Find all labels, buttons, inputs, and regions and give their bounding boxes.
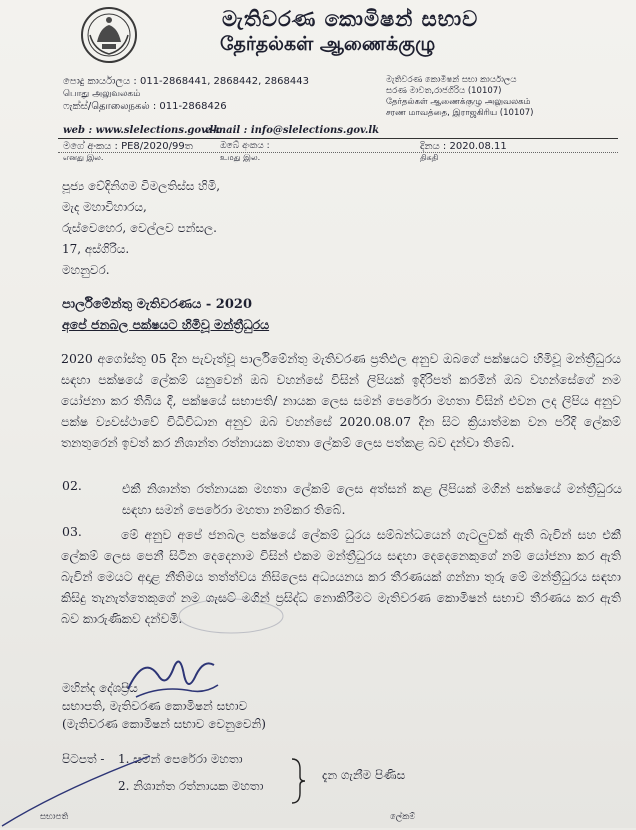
email-link[interactable]: e-mail : info@slelections.gov.lk xyxy=(205,125,380,136)
copy-recipient-2: 2. නිශාන්ත රත්නායක මහතා xyxy=(118,779,264,793)
official-stamp xyxy=(176,596,286,636)
your-reference: ඔබේ අංකය : xyxy=(220,141,270,151)
signatory-name: මහින්ද දේශප්‍රිය xyxy=(62,681,138,695)
copy-recipient-1: 1. සමන් පෙරේරා මහතා xyxy=(118,752,243,766)
header-title-tamil: தேர்தல்கள் ஆணைக்குழு xyxy=(220,33,436,55)
paragraph-2: එකී නිශාන්ත රත්නායක මහතා ලේකම් ලෙස අත්සන් කළ ලිපියක් මගින් පක්ෂයේ මන්ත්‍රීධුරය සඳහා සමන් පෙරේරා මහතා නම්කර තිබේ. xyxy=(122,481,622,517)
copies-label: පිටපත් - xyxy=(62,752,105,766)
my-reference: මගේ අංකය : PE8/2020/99ත xyxy=(63,141,193,152)
address-line-2: සරණ මාවත,රාජගිරිය (10107) xyxy=(386,86,502,96)
subject-line-2: අපේ ජනබල පක්ෂයට හිමිවූ මන්ත්‍රීධුරය xyxy=(62,317,270,332)
header-title-sinhala: මැතිවරණ කොමිෂන් සභාව xyxy=(222,6,479,31)
footer-chairman: සභාපති xyxy=(40,812,69,822)
brace-icon xyxy=(290,757,306,805)
your-reference-tamil: உமது இல. xyxy=(220,153,261,162)
footer-secretary: ලේකම් xyxy=(390,812,416,822)
letter-date-tamil: திகதி xyxy=(420,153,439,162)
signatory-on-behalf: (මැතිවරණ කොමිෂන් සභාව වෙනුවෙනි) xyxy=(62,717,266,731)
paragraph-3-number: 03. xyxy=(62,524,82,539)
paragraph-2-number: 02. xyxy=(62,478,82,493)
paragraph-1: 2020 අගෝස්තු 05 දින පැවැත්වූ පාර්ලිමේන්තු මැතිවරණ ප්‍රතිඵල අනුව ඔබගේ පක්ෂයට හිමිවූ මන්ත්‍රීධුරය සඳහා පක්ෂයේ ලේකම් යනුවෙන් ඔබ වහන්සේ විසින් ලිපියක් ඉදිරිපත් කරමින් ඔබ වහන්සේගේ නම යෝජනා කර තිබිය දී, පක්ෂයේ සභාපති/ නායක ලෙස සමන් පෙරේරා මහතා විසින් එවන ලද ලිපිය අනුව පක්ෂ ව්‍යවස්ථාවේ විධිවිධාන අනුව ඔබ වහන්සේ 2020.08.07 දින සිට ක්‍රියාත්මක වන පරිදි ලේකම් තනතුරෙන් ඉවත් කර නිශාන්ත රත්නායක මහතා ලේකම් ලෙස පත්කළ බව දන්වා තිබේ. xyxy=(61,351,621,450)
sri-lanka-emblem xyxy=(80,6,138,64)
fax-number: ෆැක්ස්/தொலைநகல் : 011-2868426 xyxy=(63,101,227,112)
copies-purpose: දැන ගැනීම පිණිස xyxy=(322,768,406,782)
recipient-line: පූජ්‍ය වේදිනිගම විමලතිස්ස හිමි, xyxy=(62,179,221,193)
signatory-title: සභාපති, මැතිවරණ කොමිෂන් සභාව xyxy=(62,699,248,713)
recipient-line: 17, අස්ගිරිය. xyxy=(62,242,130,256)
recipient-line: මැද මහාවිහාරය, xyxy=(62,200,147,214)
address-line-4: சரண மாவத்தை, இராஜகிரிய (10107) xyxy=(386,108,534,118)
header-divider xyxy=(58,138,618,139)
ref-divider xyxy=(58,152,618,153)
recipient-line: මහනුවර. xyxy=(62,263,110,277)
letter-date: දිනය : 2020.08.11 xyxy=(420,141,507,152)
pen-stroke xyxy=(0,740,200,830)
office-tamil: பொது அலுவலகம் xyxy=(63,89,141,99)
website-link[interactable]: web : www.slelections.gov.lk xyxy=(63,125,221,136)
address-line-1: මැතිවරණ කොමිෂන් සභා කාර්යාලය xyxy=(386,75,517,85)
address-line-3: தேர்தல்கள் ஆணைக்குழு அலுவலகம் xyxy=(386,97,531,107)
my-reference-tamil: எனது இல. xyxy=(63,153,104,162)
subject-line-1: පාර්ලිමේන්තු මැතිවරණය - 2020 xyxy=(62,297,252,312)
office-phone: පොදු කාර්යාලය : 011-2868441, 2868442, 2868443 xyxy=(63,76,309,87)
recipient-line: රුස්වෙහෙර, වෙල්ලව පන්සල. xyxy=(62,221,217,235)
handwritten-signature xyxy=(122,645,222,705)
paragraph-3: මේ අනුව අපේ ජනබල පක්ෂයේ ලේකම් ධුරය සම්බන්ධයෙන් ගැටලුවක් ඇති බැවින් සහ එකී ලේකම් ලෙස පෙනී සිටින දෙදෙනාම විසින් එකම මන්ත්‍රීධුරය සඳහා දෙදෙනෙකුගේ නම් යෝජනා කර ඇති බැවින් මෙයට අදාළ නීතිමය තත්ත්වය නිසිලෙස අධ්‍යයනය කර තීරණයක් ගන්නා තුරු මේ මන්ත්‍රීධුරය සඳහා කිසිදු තැනැත්තෙකුගේ නම ගැසට් මගින් ප්‍රසිද්ධ නොකිරීමට මැතිවරණ කොමිෂන් සභාව තීරණය කර ඇති බව කාරුණිකව දන්වමි. xyxy=(61,527,621,626)
